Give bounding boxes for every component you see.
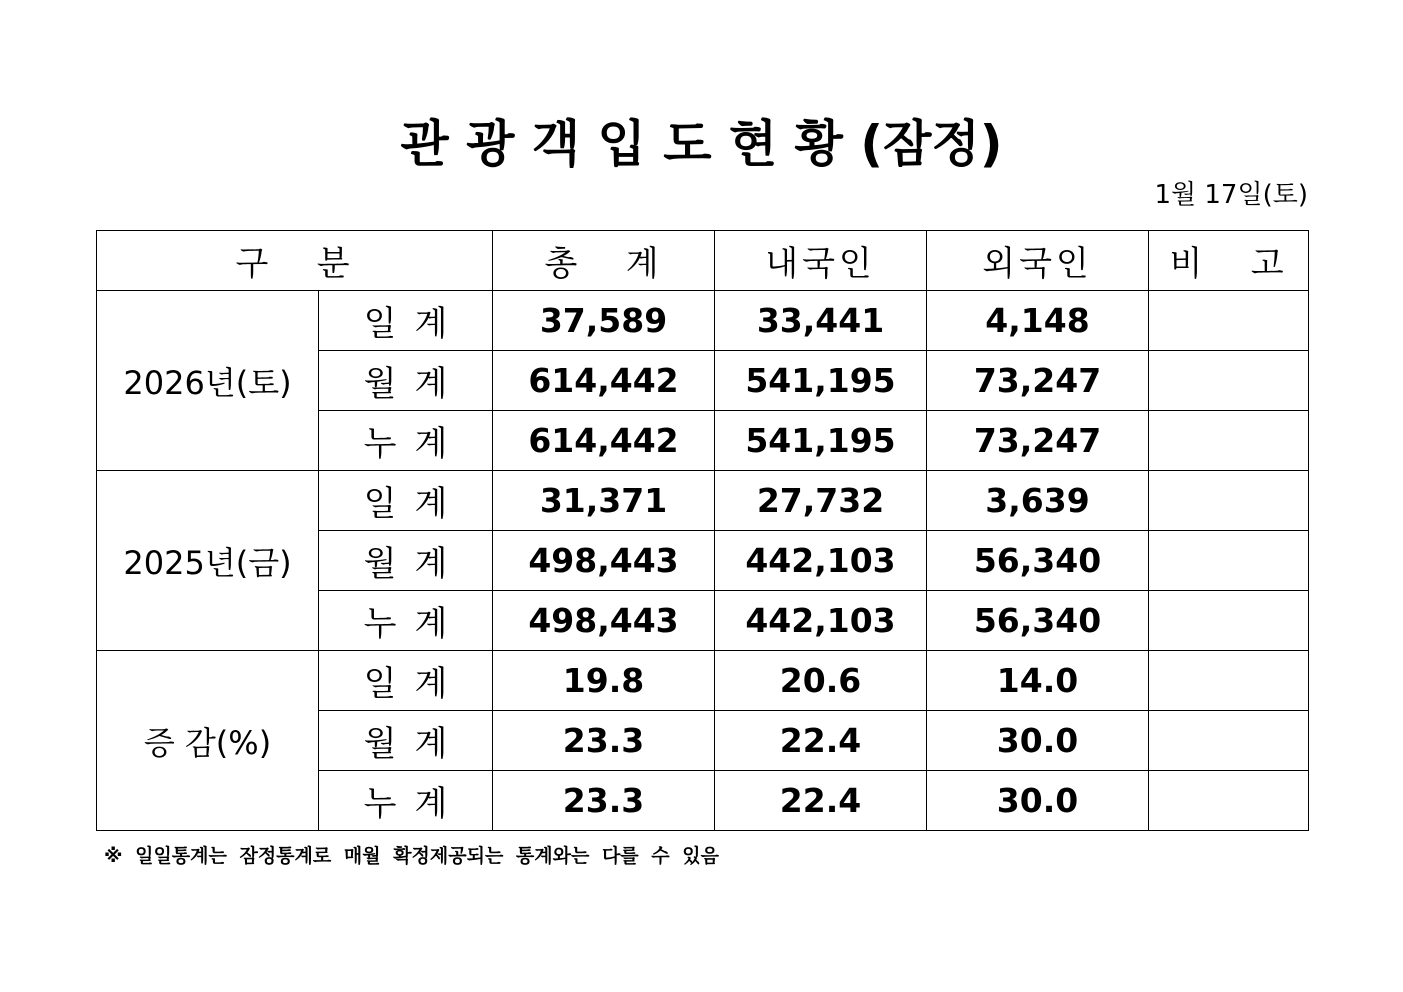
row-label: 누계 — [319, 771, 493, 831]
cell-domestic: 22.4 — [715, 771, 927, 831]
cell-total: 498,443 — [493, 531, 715, 591]
page-title: 관 광 객 입 도 현 황 (잠정) — [400, 115, 1003, 173]
row-label: 일계 — [319, 651, 493, 711]
table-row — [97, 291, 1309, 351]
header-total: 총 계 — [493, 231, 715, 291]
cell-foreign: 14.0 — [927, 651, 1149, 711]
cell-domestic: 20.6 — [715, 651, 927, 711]
row-label: 월계 — [319, 531, 493, 591]
cell-total: 31,371 — [493, 471, 715, 531]
cell-remarks — [1149, 411, 1309, 471]
cell-foreign: 73,247 — [927, 411, 1149, 471]
cell-total: 37,589 — [493, 291, 715, 351]
cell-domestic: 27,732 — [715, 471, 927, 531]
row-label: 월계 — [319, 351, 493, 411]
row-label: 누계 — [319, 591, 493, 651]
cell-foreign: 30.0 — [927, 711, 1149, 771]
cell-domestic: 442,103 — [715, 591, 927, 651]
cell-foreign: 56,340 — [927, 591, 1149, 651]
cell-foreign: 30.0 — [927, 771, 1149, 831]
table-header-row — [97, 231, 1309, 291]
cell-total: 19.8 — [493, 651, 715, 711]
cell-remarks — [1149, 711, 1309, 771]
cell-total: 23.3 — [493, 771, 715, 831]
report-date: 1월 17일(토) — [1154, 180, 1308, 210]
table-row — [97, 471, 1309, 531]
row-label: 누계 — [319, 411, 493, 471]
visitor-statistics-table — [96, 230, 1309, 831]
cell-domestic: 541,195 — [715, 351, 927, 411]
cell-domestic: 22.4 — [715, 711, 927, 771]
header-foreign: 외국인 — [927, 231, 1149, 291]
row-label: 월계 — [319, 711, 493, 771]
cell-remarks — [1149, 471, 1309, 531]
cell-total: 498,443 — [493, 591, 715, 651]
header-category: 구 분 — [97, 231, 493, 291]
cell-foreign: 3,639 — [927, 471, 1149, 531]
cell-domestic: 541,195 — [715, 411, 927, 471]
cell-remarks — [1149, 771, 1309, 831]
cell-remarks — [1149, 591, 1309, 651]
cell-foreign: 56,340 — [927, 531, 1149, 591]
header-domestic: 내국인 — [715, 231, 927, 291]
cell-remarks — [1149, 531, 1309, 591]
group-label: 2026년(토) — [97, 291, 319, 471]
cell-remarks — [1149, 351, 1309, 411]
cell-remarks — [1149, 291, 1309, 351]
cell-total: 23.3 — [493, 711, 715, 771]
footnote: ※ 일일통계는 잠정통계로 매월 확정제공되는 통계와는 다를 수 있음 — [104, 845, 719, 867]
row-label: 일계 — [319, 471, 493, 531]
cell-total: 614,442 — [493, 351, 715, 411]
row-label: 일계 — [319, 291, 493, 351]
cell-total: 614,442 — [493, 411, 715, 471]
cell-domestic: 442,103 — [715, 531, 927, 591]
cell-domestic: 33,441 — [715, 291, 927, 351]
group-label: 증 감(%) — [97, 651, 319, 831]
cell-remarks — [1149, 651, 1309, 711]
header-remarks: 비 고 — [1149, 231, 1309, 291]
group-label: 2025년(금) — [97, 471, 319, 651]
cell-foreign: 73,247 — [927, 351, 1149, 411]
cell-foreign: 4,148 — [927, 291, 1149, 351]
table-row — [97, 651, 1309, 711]
